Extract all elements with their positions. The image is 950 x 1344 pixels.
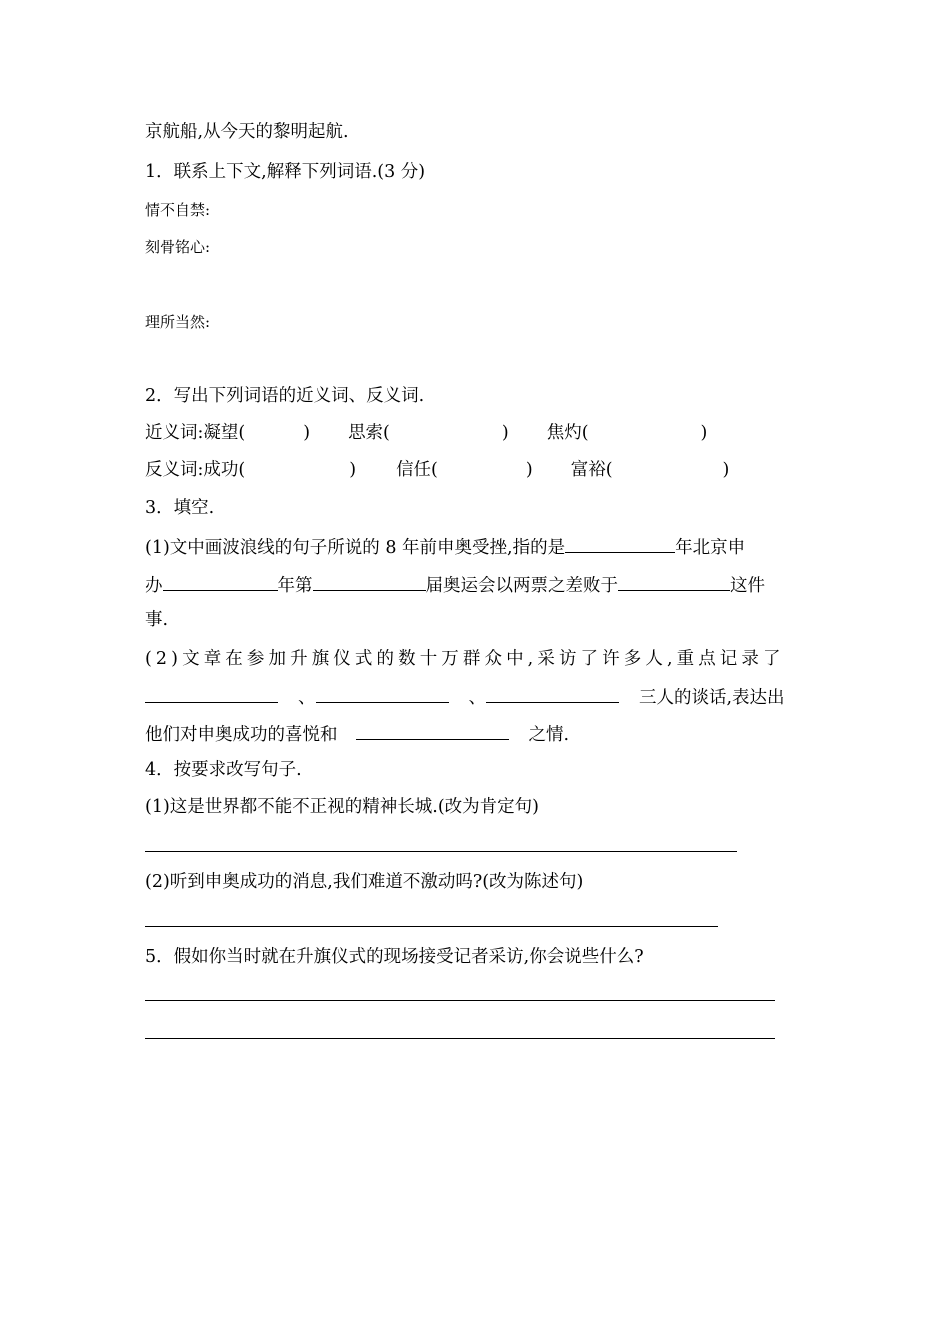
q3-p1-text-b: 年北京申 — [675, 538, 746, 558]
q5-answer-line-1[interactable] — [145, 1000, 775, 1001]
q2-antonym-row — [145, 458, 729, 482]
q4-answer-line-2[interactable] — [145, 926, 718, 927]
q4-answer-line-1[interactable] — [145, 851, 737, 852]
close-paren: ) — [501, 423, 509, 443]
blank-winner[interactable] — [618, 572, 730, 591]
q2-synonym-row — [145, 421, 707, 445]
synonym-3: 焦灼( — [546, 423, 589, 443]
q4-sentence-1: (1)这是世界都不能不正视的精神长城.(改为肯定句) — [145, 797, 540, 817]
blank-edition[interactable] — [313, 572, 426, 591]
q3-p2-line3 — [145, 721, 569, 747]
q1-title: 1．联系上下文,解释下列词语.(3 分) — [145, 162, 426, 182]
q3-p1-text-d: 年第 — [277, 576, 313, 596]
synonym-label: 近义词: — [145, 423, 204, 443]
blank-host-year[interactable] — [163, 572, 278, 591]
close-paren: ) — [525, 460, 533, 480]
close-paren: ) — [700, 423, 708, 443]
antonym-3: 富裕( — [570, 460, 613, 480]
close-paren: ) — [722, 460, 730, 480]
close-paren: ) — [303, 423, 311, 443]
q1-term-2: 刻骨铭心: — [145, 238, 211, 256]
q3-p1-text-e: 届奥运会以两票之差败于 — [425, 576, 618, 596]
q1-term-3: 理所当然: — [145, 313, 211, 331]
intro-line: 京航船,从今天的黎明起航. — [145, 122, 349, 142]
close-paren: ) — [349, 460, 357, 480]
separator: 、 — [298, 688, 316, 708]
separator: 、 — [468, 688, 486, 708]
q3-p1-line3: 事. — [145, 610, 169, 630]
q3-p2-text-d: 之情. — [528, 725, 570, 745]
q4-title: 4．按要求改写句子. — [145, 760, 302, 780]
synonym-2: 思索( — [348, 423, 390, 443]
q3-p2-text-b: 三人的谈话,表达出 — [639, 688, 785, 708]
q3-p1-text-f: 这件 — [730, 576, 765, 596]
q4-sentence-2: (2)听到申奥成功的消息,我们难道不激动吗?(改为陈述句) — [145, 872, 584, 892]
q3-p1-line2 — [145, 572, 765, 598]
q2-title: 2．写出下列词语的近义词、反义词. — [145, 386, 425, 406]
antonym-label: 反义词: — [145, 460, 204, 480]
antonym-1: 成功( — [203, 460, 246, 480]
q5-answer-line-2[interactable] — [145, 1038, 775, 1039]
q3-p1-line1 — [145, 534, 745, 560]
blank-person-1[interactable] — [145, 684, 278, 703]
q5-title: 5．假如你当时就在升旗仪式的现场接受记者采访,你会说些什么? — [145, 947, 644, 967]
q3-p2-line2 — [145, 684, 785, 710]
blank-feeling[interactable] — [356, 721, 509, 740]
q3-p2-line1: (2)文章在参加升旗仪式的数十万群众中,采访了许多人,重点记录了 — [145, 649, 785, 669]
antonym-2: 信任( — [396, 460, 438, 480]
blank-person-3[interactable] — [486, 684, 619, 703]
synonym-1: 凝望( — [203, 423, 246, 443]
q3-p2-text-c: 他们对申奥成功的喜悦和 — [145, 725, 338, 745]
q3-p1-text-a: (1)文中画波浪线的句子所说的 8 年前申奥受挫,指的是 — [145, 538, 566, 558]
blank-person-2[interactable] — [316, 684, 449, 703]
q1-term-1: 情不自禁: — [145, 201, 211, 219]
q3-title: 3．填空. — [145, 498, 215, 518]
q3-p1-text-c: 办 — [145, 576, 163, 596]
blank-year[interactable] — [565, 534, 675, 553]
